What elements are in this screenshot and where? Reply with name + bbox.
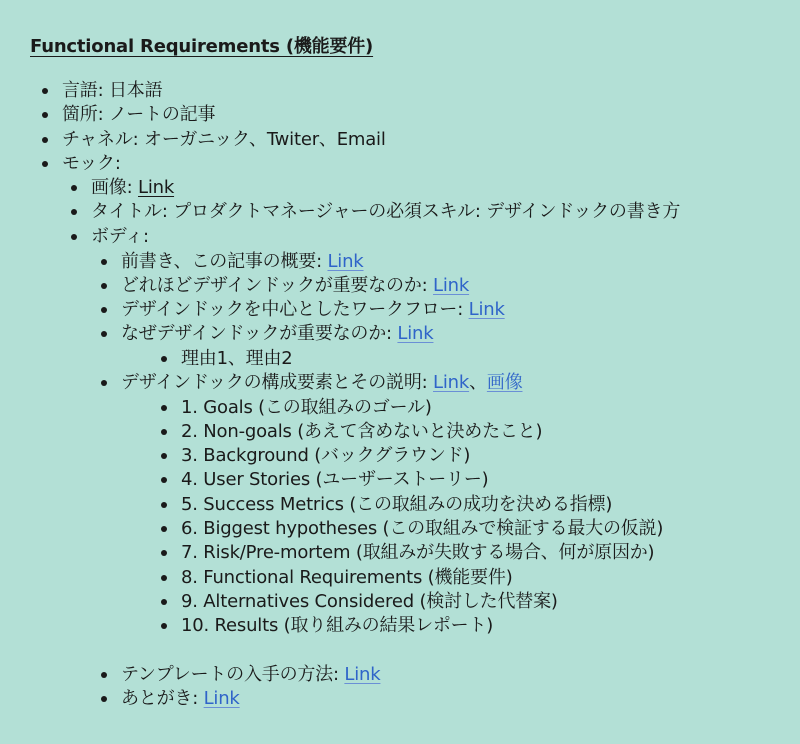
template-link[interactable]: Link: [344, 664, 381, 685]
section-item: 10. Results (取り組みの結果レポート): [181, 615, 494, 636]
afterword-link[interactable]: Link: [203, 688, 240, 709]
list-item-intro: 前書き、この記事の概要: Link: [121, 251, 364, 272]
section-item: 9. Alternatives Considered (検討した代替案): [181, 591, 558, 612]
list-item-body: ボディ:: [91, 226, 149, 247]
list-item-afterword: あとがき: Link: [121, 688, 240, 709]
section-item: 4. User Stories (ユーザーストーリー): [181, 469, 489, 490]
section-item: 8. Functional Requirements (機能要件): [181, 567, 513, 588]
list-item-channels: チャネル: オーガニック、Twiter、Email: [62, 129, 386, 150]
section-item: 2. Non-goals (あえて含めないと決めたこと): [181, 421, 543, 442]
list-item-components: デザインドックの構成要素とその説明: Link、画像: [121, 372, 523, 393]
list-item-image: 画像: Link: [91, 177, 175, 198]
section-item: 3. Background (バックグラウンド): [181, 445, 471, 466]
list-item-language: 言語: 日本語: [62, 80, 163, 101]
section-item: 6. Biggest hypotheses (この取組みで検証する最大の仮説): [181, 518, 664, 539]
list-item-importance: どれほどデザインドックが重要なのか: Link: [121, 275, 470, 296]
components-link[interactable]: Link: [433, 372, 470, 393]
why-link[interactable]: Link: [397, 323, 434, 344]
intro-link[interactable]: Link: [327, 251, 364, 272]
list-item-location: 箇所: ノートの記事: [62, 104, 216, 125]
workflow-link[interactable]: Link: [468, 299, 505, 320]
components-image-link[interactable]: 画像: [486, 372, 523, 393]
section-item: 1. Goals (この取組みのゴール): [181, 397, 432, 418]
section-item: 5. Success Metrics (この取組みの成功を決める指標): [181, 494, 613, 515]
image-link[interactable]: Link: [138, 177, 175, 198]
importance-link[interactable]: Link: [433, 275, 470, 296]
list-item-template: テンプレートの入手の方法: Link: [121, 664, 381, 685]
list-item-mock: モック:: [62, 153, 121, 174]
list-item-workflow: デザインドックを中心としたワークフロー: Link: [121, 299, 505, 320]
section-item: 7. Risk/Pre-mortem (取組みが失敗する場合、何が原因か): [181, 542, 655, 563]
list-item-title: タイトル: プロダクトマネージャーの必須スキル: デザインドックの書き方: [91, 201, 681, 222]
list-item-why: なぜデザインドックが重要なのか: Link: [121, 323, 434, 344]
list-item-reasons: 理由1、理由2: [181, 348, 293, 369]
section-heading: Functional Requirements (機能要件): [30, 36, 374, 57]
